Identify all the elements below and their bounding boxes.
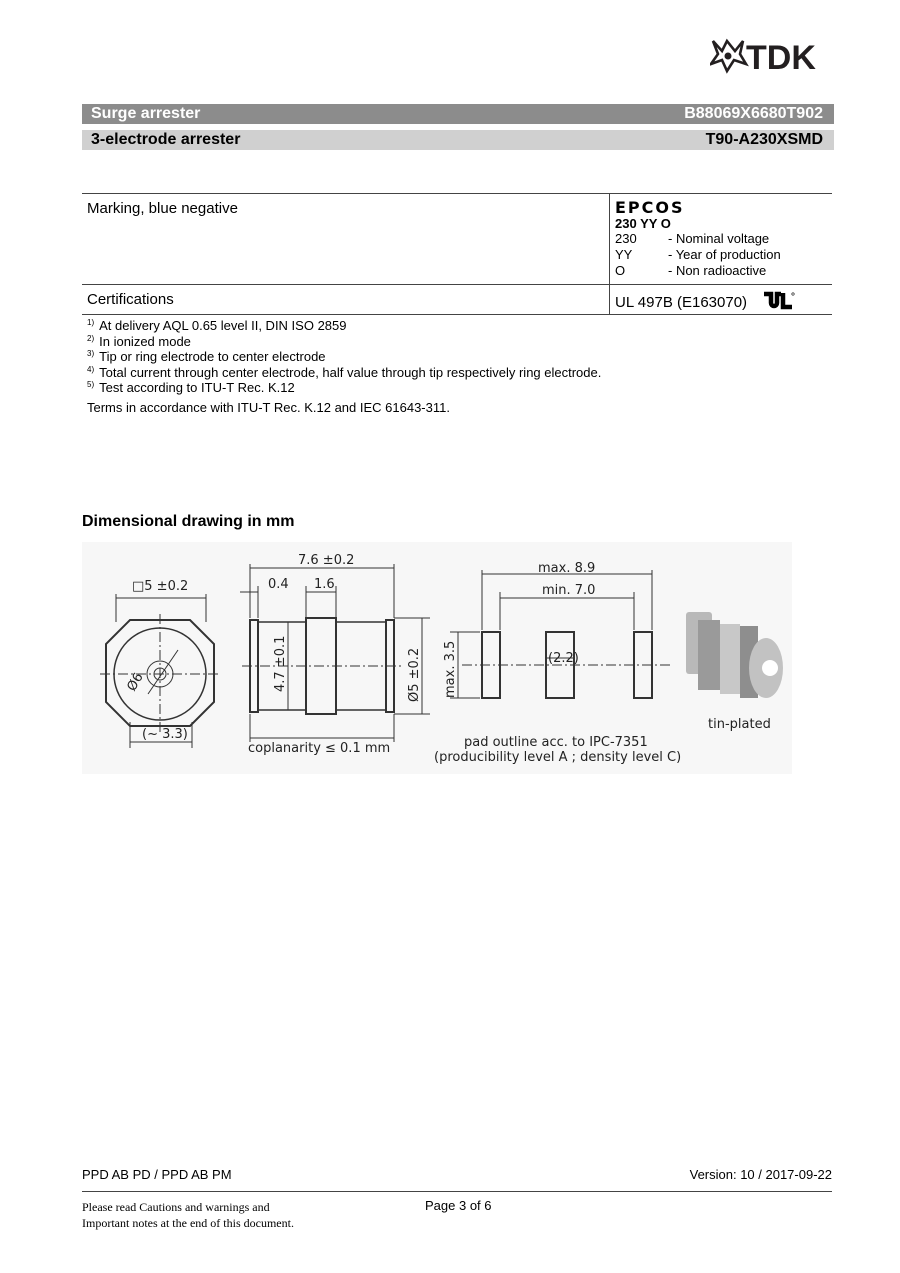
table-row-certifications [82,285,832,315]
marking-label: Marking, blue negative [82,194,610,285]
tdk-symbol-icon [710,38,835,74]
epcos-brand: EPCOS [615,198,685,217]
marking-code: 230 YY O [615,216,671,231]
footnote-item: $^{4)}$ Total current through center electrode, half value through tip respectively ring electrode. [87,364,602,380]
cert-label: Certifications [82,285,610,315]
dim-square: □5 ±0.2 [132,579,189,594]
finish-label: tin-plated [708,717,771,732]
logo-text: TDK [746,39,816,74]
dimensional-drawing [82,542,792,774]
cert-value: UL 497B (E163070) [615,293,748,311]
marking-legend-row: 230 - Nominal voltage [615,231,770,246]
footnote-item: $^{1)}$ At delivery AQL 0.65 level II, DIN ISO 2859 [87,318,347,333]
footer-divider [82,1191,832,1192]
footnote-item: $^{3)}$ Tip or ring electrode to center electrode [87,349,326,365]
dim-coplanarity: coplanarity ≤ 0.1 mm [248,741,391,756]
footnote-item: $^{2)}$ In ionized mode [87,333,191,349]
pad-note-1: pad outline acc. to IPC-7351 [464,735,648,750]
footnote-item: $^{5)}$ Test according to ITU-T Rec. K.12 [87,380,295,396]
marking-legend-row: O - Non radioactive [615,263,767,278]
dim-length: 7.6 ±0.2 [298,553,355,568]
page-number: Page 3 of 6 [425,1198,492,1213]
dim-pad-center: (2.2) [548,651,579,666]
subcategory-title: 3-electrode arrester [91,131,241,148]
ul-recognized-icon [761,291,795,313]
dim-pad-height: max. 3.5 [443,640,458,698]
dim-max-width: max. 8.9 [538,561,596,576]
dim-center: 1.6 [314,577,335,592]
footer-dept: PPD AB PD / PPD AB PM [82,1167,232,1182]
dim-dia5: Ø5 ±0.2 [407,647,422,702]
marking-cell [610,194,833,285]
pad-note-2: (producibility level A ; density level C) [434,750,682,765]
dim-diameter6: Ø6 [124,670,147,694]
table-row-marking [82,194,832,285]
header-bar-type [82,130,834,150]
marking-legend-row: YY - Year of production [615,247,781,262]
footnotes [87,318,601,396]
dim-min-width: min. 7.0 [542,583,596,598]
spec-table [82,193,832,315]
cert-cell [610,285,833,315]
footer-note: Please read Cautions and warnings and Important notes at the end of this document. [82,1200,294,1230]
dim-approx: (~ 3.3) [142,727,188,742]
dimension-diagram [82,542,792,774]
header-bar-category [82,104,834,124]
order-code: B88069X6680T902 [684,105,823,122]
footer-version: Version: 10 / 2017-09-22 [689,1167,832,1182]
dim-height: 4.7 ±0.1 [273,635,288,692]
dim-end: 0.4 [268,577,289,592]
drawing-title: Dimensional drawing in mm [82,513,295,530]
category-title: Surge arrester [91,105,201,122]
tdk-logo [710,38,835,74]
terms-note: Terms in accordance with ITU-T Rec. K.12 and IEC 61643-311. [87,400,450,415]
type-name: T90-A230XSMD [705,131,823,148]
